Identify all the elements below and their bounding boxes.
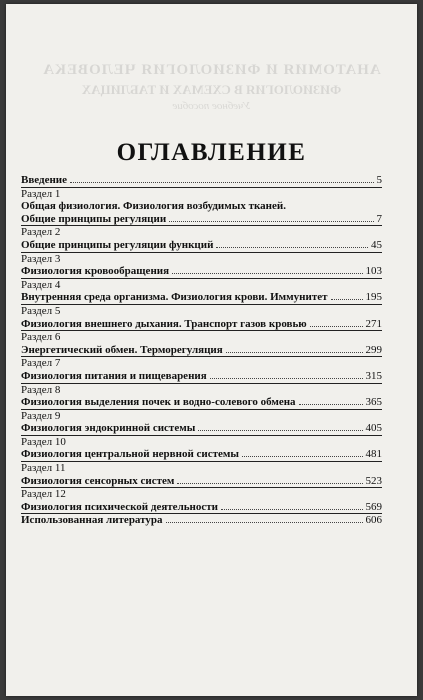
toc-entry[interactable]: [21, 501, 382, 514]
toc-entry-page: 481: [365, 448, 382, 461]
toc-entry-page: 569: [365, 500, 382, 513]
toc-section-label: Раздел 10: [21, 435, 66, 448]
dot-leader: [331, 291, 363, 300]
dot-leader: [172, 265, 362, 274]
toc-entry-title: Физиология эндокринной системы: [21, 422, 196, 435]
dot-leader: [177, 475, 362, 484]
toc-entry-title: Общая физиология. Физиология возбудимых тканей.: [21, 200, 286, 213]
dot-leader: [210, 370, 363, 379]
bleed-through-caption: Учебное пособие: [172, 100, 251, 112]
dot-leader: [70, 174, 373, 183]
dot-leader: [310, 318, 363, 327]
toc-entry-intro[interactable]: [21, 174, 382, 187]
toc-entry-page: 271: [365, 317, 382, 330]
toc-section-label: Раздел 9: [21, 409, 61, 422]
toc-entry-page: 606: [365, 514, 382, 527]
toc-entry-page: 5: [376, 174, 382, 186]
toc-heading: ОГЛАВЛЕНИЕ: [116, 139, 307, 166]
toc-entry[interactable]: [21, 239, 382, 252]
toc-entry-page: 195: [365, 291, 382, 304]
toc-entry[interactable]: [21, 475, 382, 488]
toc-entry[interactable]: [21, 265, 382, 278]
toc-section-label: Раздел 2: [21, 226, 61, 239]
toc-section-label: Раздел 4: [21, 278, 61, 291]
toc-entry-title: Внутренняя среда организма. Физиология крови. Иммунитет: [21, 291, 328, 304]
toc-entry[interactable]: [21, 422, 382, 435]
toc-entry[interactable]: [21, 318, 382, 331]
toc-entry-title: Физиология психической деятельности: [21, 500, 219, 513]
toc-section-label: Раздел 11: [21, 462, 66, 475]
toc-entry-title: Физиология выделения почек и водно-солевого обмена: [21, 396, 296, 409]
toc-section-label: Раздел 5: [21, 304, 61, 317]
dot-leader: [166, 514, 363, 523]
toc-section-label: Раздел 8: [21, 383, 61, 396]
toc-entry-page: 315: [365, 369, 382, 382]
toc-sections: [21, 188, 382, 515]
toc-entry-title: Физиология питания и пищеварения: [21, 369, 207, 382]
table-of-contents: [21, 174, 382, 527]
dot-leader: [198, 422, 362, 431]
toc-entry-title: Общие принципы регуляции: [21, 212, 167, 225]
toc-entry-title: Использованная литература: [21, 514, 163, 527]
toc-entry-page: 365: [365, 396, 382, 409]
toc-entry[interactable]: [21, 448, 382, 461]
bleed-through-title: АНАТОМИЯ И ФИЗИОЛОГИЯ ЧЕЛОВЕКА: [42, 62, 381, 78]
toc-entry-page: 103: [365, 265, 382, 278]
toc-entry[interactable]: [21, 291, 382, 304]
toc-entry-title: Энергетический обмен. Терморегуляция: [21, 343, 223, 356]
toc-entry-page: 523: [365, 474, 382, 487]
toc-entry: [21, 200, 382, 213]
toc-entry[interactable]: [21, 344, 382, 357]
toc-section-label: Раздел 1: [21, 187, 61, 200]
toc-entry-title: Общие принципы регуляции функций: [21, 238, 214, 251]
toc-entry-title: Введение: [21, 174, 68, 186]
toc-entry[interactable]: [21, 213, 382, 226]
bleed-through-subtitle: ФИЗИОЛОГИЯ В СХЕМАХ И ТАБЛИЦАХ: [81, 82, 342, 97]
toc-section-label: Раздел 6: [21, 331, 61, 344]
dot-leader: [169, 213, 373, 222]
dot-leader: [242, 448, 362, 457]
dot-leader: [299, 396, 363, 405]
toc-entry-page: 7: [376, 212, 382, 225]
book-page: [6, 4, 417, 696]
toc-section-label: Раздел 3: [21, 252, 61, 265]
toc-entry[interactable]: [21, 370, 382, 383]
dot-leader: [221, 501, 362, 510]
toc-entry-page: 45: [371, 238, 382, 251]
toc-entry-title: Физиология кровообращения: [21, 265, 170, 278]
toc-entry-title: Физиология центральной нервной системы: [21, 448, 240, 461]
toc-entry-page: 299: [365, 343, 382, 356]
toc-entry-page: 405: [365, 422, 382, 435]
dot-leader: [226, 344, 363, 353]
toc-entry-title: Физиология внешнего дыхания. Транспорт газов кровью: [21, 317, 307, 330]
toc-entry[interactable]: [21, 396, 382, 409]
toc-entry-bibliography[interactable]: [21, 514, 382, 527]
toc-section-label: Раздел 7: [21, 357, 61, 370]
dot-leader: [216, 239, 368, 248]
toc-section-label: Раздел 12: [21, 488, 66, 501]
toc-entry-title: Физиология сенсорных систем: [21, 474, 175, 487]
